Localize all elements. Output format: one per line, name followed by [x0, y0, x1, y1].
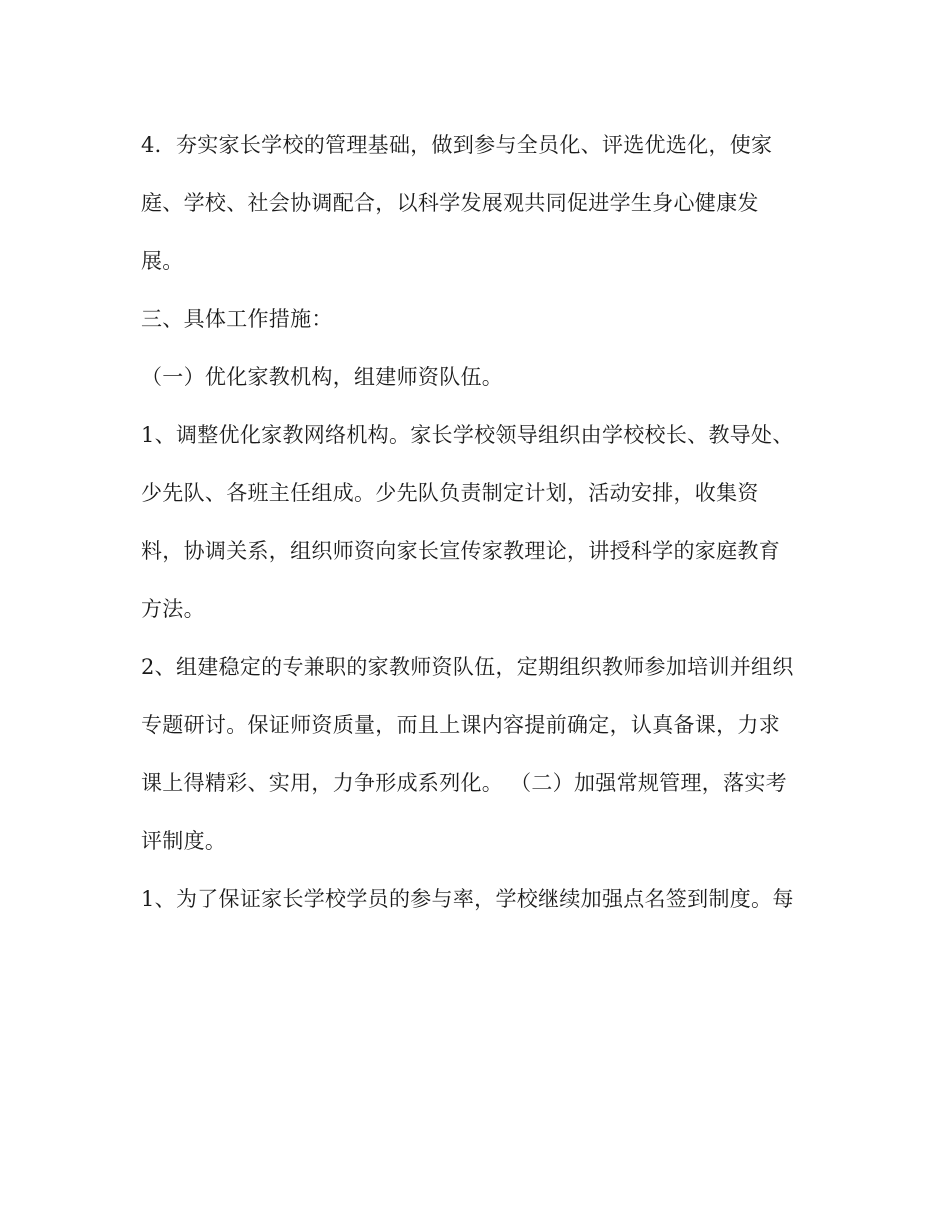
section-heading: 三、具体工作措施：	[141, 307, 333, 331]
text-line-2: 庭、学校、社会协调配合，以科学发展观共同促进学生身心健康发	[141, 191, 759, 215]
document-body	[141, 116, 811, 928]
text-line-7: 少先队、各班主任组成。少先队负责制定计划，活动安排，收集资	[141, 481, 759, 505]
text-line-8: 料，协调关系，组织师资向家长宣传家教理论，讲授科学的家庭教育	[141, 539, 780, 563]
text-line-14: 1、为了保证家长学校学员的参与率，学校继续加强点名签到制度。每	[141, 887, 794, 911]
text-line-12: 课上得精彩、实用，力争形成系列化。 （二）加强常规管理，落实考	[141, 771, 787, 795]
text-line-3: 展。	[141, 249, 184, 273]
text-line-9: 方法。	[141, 597, 205, 621]
text-line-11: 专题研讨。保证师资质量，而且上课内容提前确定，认真备课，力求	[141, 713, 780, 737]
subsection-heading: （一）优化家教机构，组建师资队伍。	[141, 365, 504, 389]
text-line-1: 4．夯实家长学校的管理基础，做到参与全员化、评选优选化，使家	[141, 133, 773, 157]
text-line-10: 2、组建稳定的专兼职的家教师资队伍，定期组织教师参加培训并组织	[141, 655, 794, 679]
text-line-13: 评制度。	[141, 829, 227, 853]
text-line-6: 1、调整优化家教网络机构。家长学校领导组织由学校校长、教导处、	[141, 423, 794, 447]
